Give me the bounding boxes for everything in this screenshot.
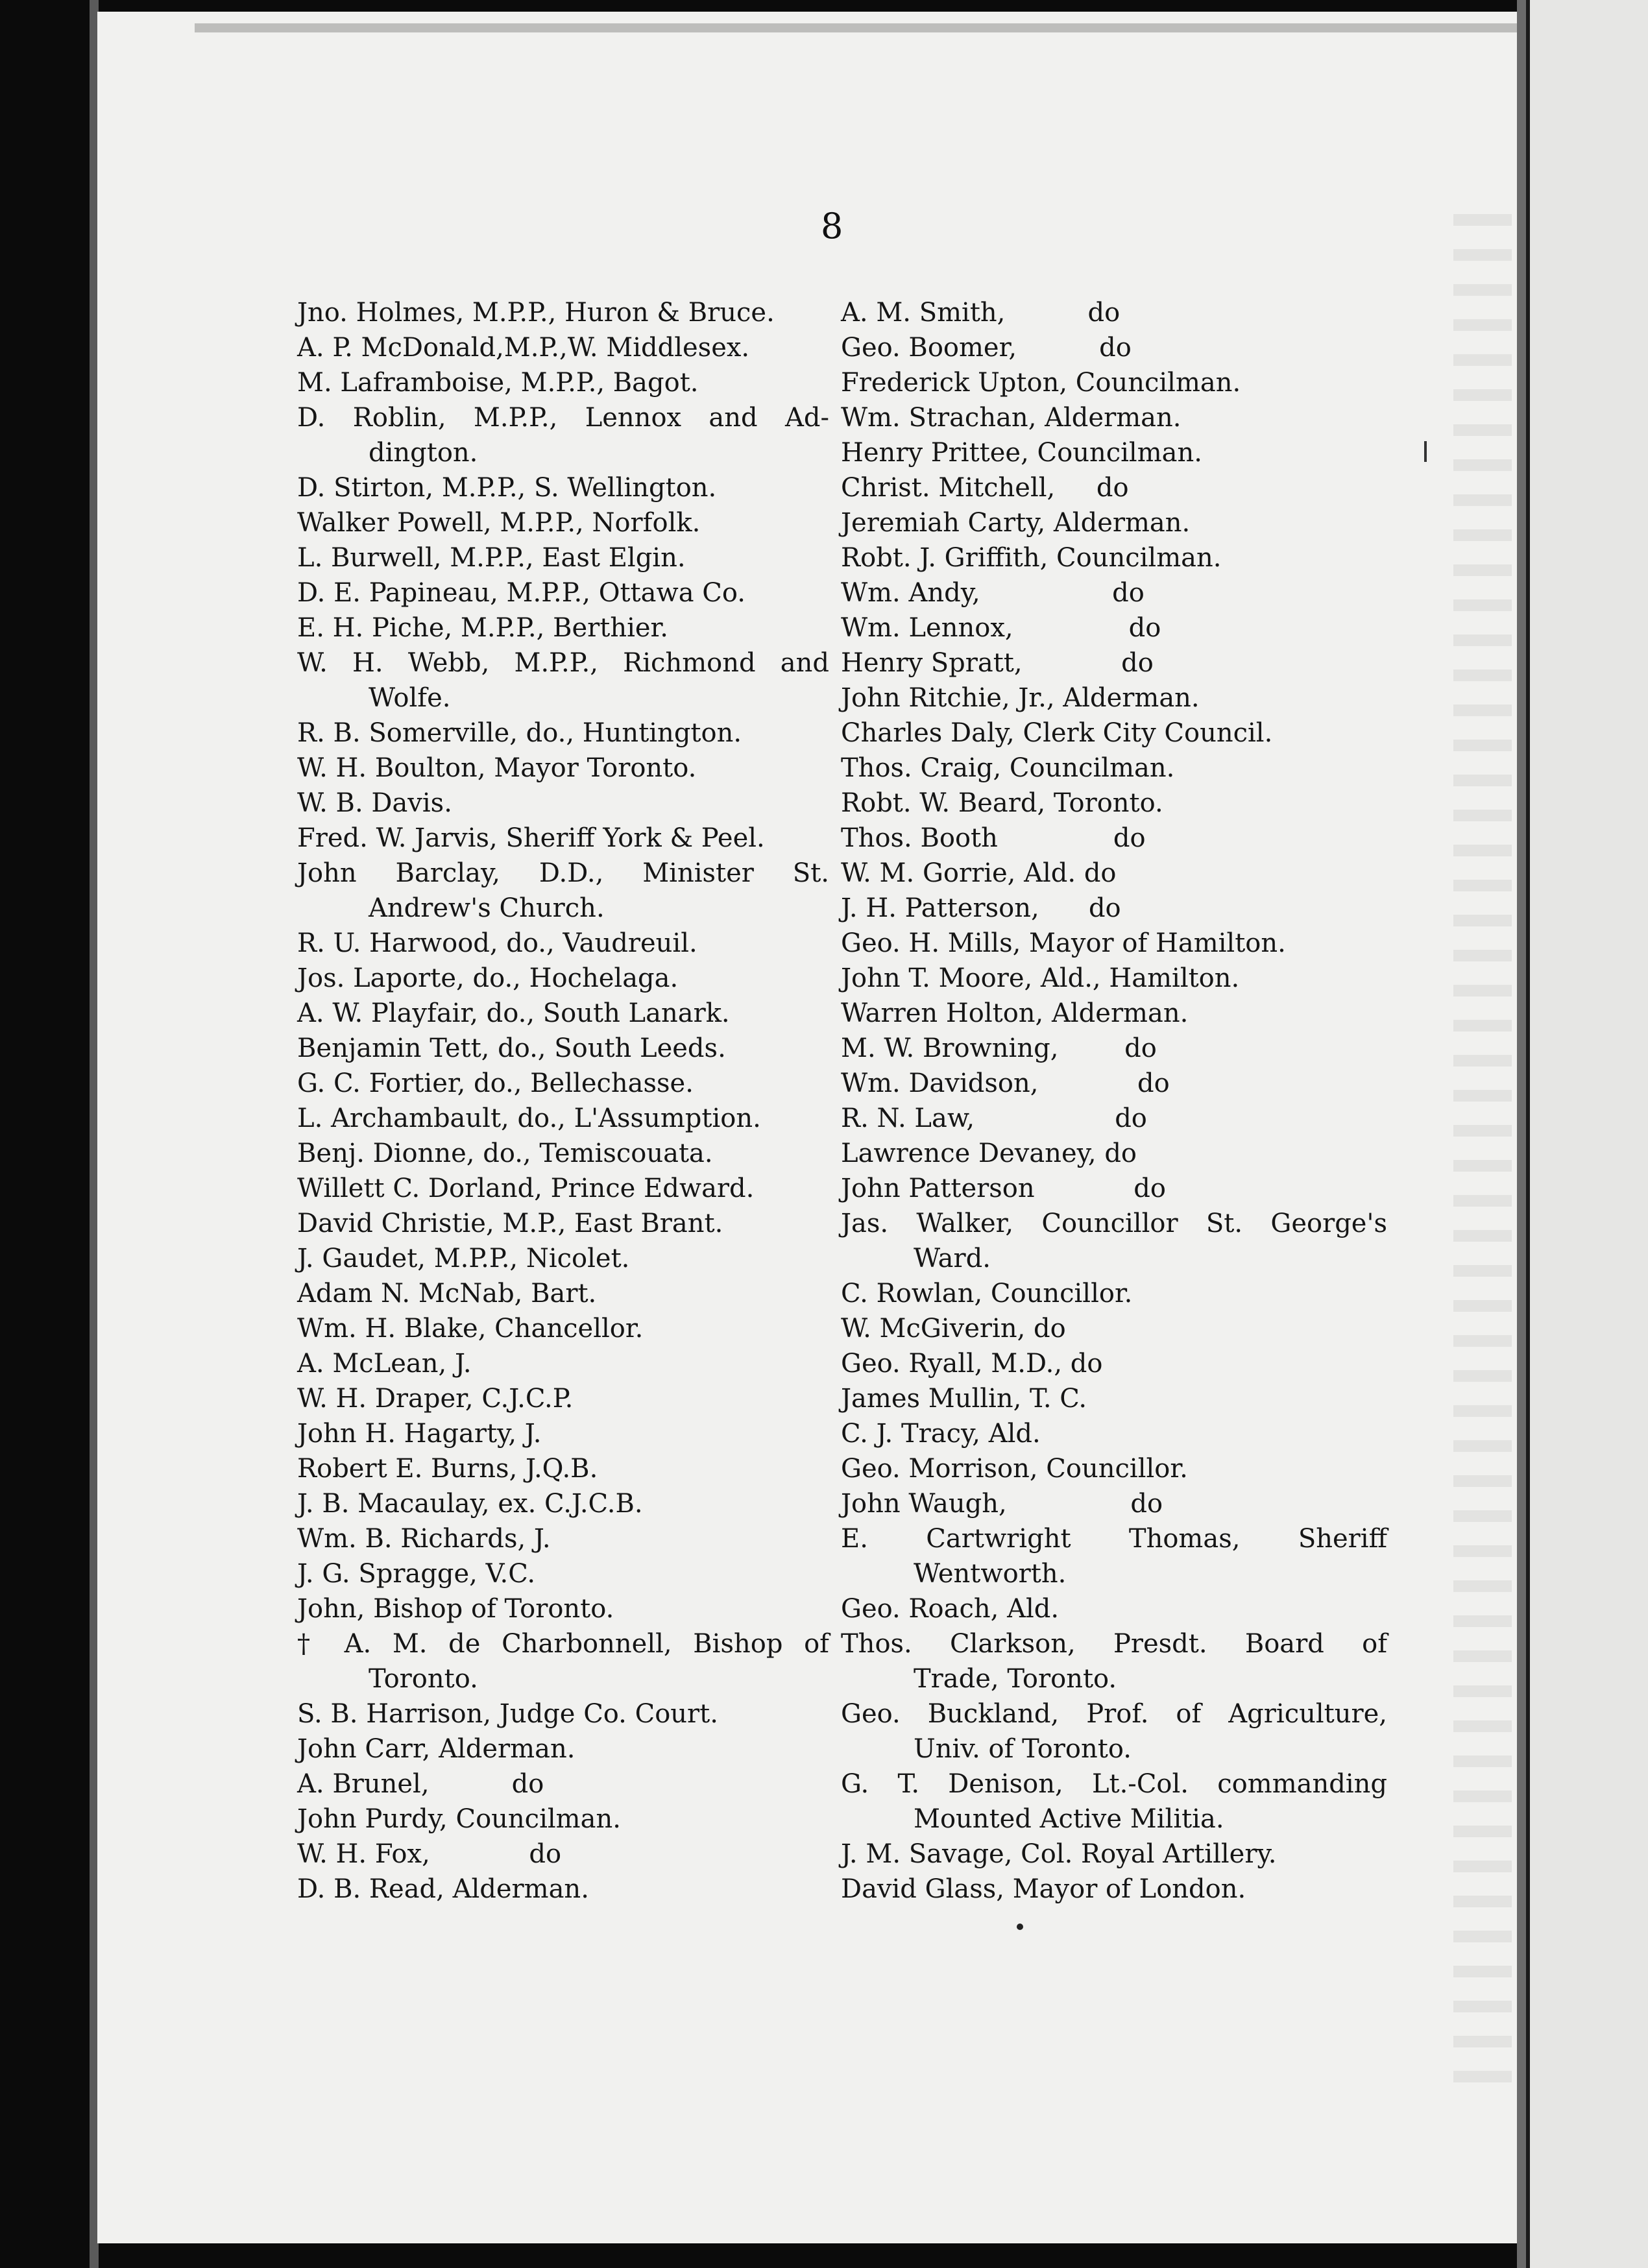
list-line bbox=[297, 751, 1387, 786]
list-entry-left: Benjamin Tett, do., South Leeds. bbox=[297, 1033, 726, 1063]
list-line bbox=[297, 610, 1387, 645]
list-entry-right: Wentworth. bbox=[914, 1559, 1067, 1589]
list-line bbox=[297, 1066, 1387, 1101]
list-line bbox=[297, 926, 1387, 961]
list-entry-right: W. McGiverin, do bbox=[841, 1314, 1066, 1344]
list-entry-right: Henry Spratt, do bbox=[841, 648, 1154, 678]
list-line bbox=[297, 1521, 1387, 1556]
list-line bbox=[297, 505, 1387, 540]
list-entry-right: Lawrence Devaney, do bbox=[841, 1139, 1137, 1168]
list-entry-right: W. M. Gorrie, Ald. do bbox=[841, 858, 1117, 888]
list-entry-right: Henry Prittee, Councilman. bbox=[841, 438, 1202, 468]
list-entry-right: A. M. Smith, do bbox=[841, 298, 1121, 328]
list-entry-right: Thos. Craig, Councilman. bbox=[841, 753, 1175, 783]
list-entry-right: Mounted Active Militia. bbox=[914, 1804, 1224, 1834]
list-entry-left: Wolfe. bbox=[369, 683, 451, 713]
margin-mark bbox=[1424, 441, 1427, 462]
list-entry-right: John Waugh, do bbox=[841, 1489, 1163, 1519]
list-entry-right: Christ. Mitchell, do bbox=[841, 473, 1129, 503]
list-entry-left: dington. bbox=[369, 438, 478, 468]
list-entry-right: G. T. Denison, Lt.-Col. commanding bbox=[841, 1769, 1387, 1799]
list-line bbox=[297, 1101, 1387, 1136]
show-through-text bbox=[1453, 214, 1512, 2095]
list-line bbox=[297, 1381, 1387, 1416]
list-entry-left: J. Gaudet, M.P.P., Nicolet. bbox=[297, 1244, 630, 1273]
list-entry-left: D. Stirton, M.P.P., S. Wellington. bbox=[297, 473, 717, 503]
list-entry-right: Warren Holton, Alderman. bbox=[841, 998, 1189, 1028]
list-line bbox=[297, 1486, 1387, 1521]
list-entry-left: John Purdy, Councilman. bbox=[297, 1804, 621, 1834]
list-entry-right: Geo. H. Mills, Mayor of Hamilton. bbox=[841, 928, 1286, 958]
list-entry-left: Toronto. bbox=[369, 1664, 478, 1694]
list-entry-right: Ward. bbox=[914, 1244, 991, 1273]
list-entry-left: R. B. Somerville, do., Huntington. bbox=[297, 718, 742, 748]
list-entry-right: Geo. Morrison, Councillor. bbox=[841, 1454, 1188, 1484]
list-line bbox=[297, 856, 1387, 891]
list-entry-left: W. H. Webb, M.P.P., Richmond and bbox=[297, 648, 829, 678]
list-line bbox=[297, 1556, 1387, 1591]
list-line bbox=[297, 961, 1387, 996]
list-entry-left: Wm. H. Blake, Chancellor. bbox=[297, 1314, 644, 1344]
list-entry-left: W. H. Boulton, Mayor Toronto. bbox=[297, 753, 697, 783]
list-entry-right: Thos. Clarkson, Presdt. Board of bbox=[841, 1629, 1387, 1659]
list-entry-left: David Christie, M.P., East Brant. bbox=[297, 1209, 723, 1238]
list-entry-left: A. Brunel, do bbox=[297, 1769, 544, 1799]
list-entry-left: John, Bishop of Toronto. bbox=[297, 1594, 614, 1624]
list-entry-left: Jos. Laporte, do., Hochelaga. bbox=[297, 963, 679, 993]
list-line bbox=[297, 1031, 1387, 1066]
list-line bbox=[297, 1206, 1387, 1241]
list-entry-right: Jas. Walker, Councillor St. George's bbox=[841, 1209, 1387, 1238]
list-line bbox=[297, 435, 1387, 470]
list-entry-right: Trade, Toronto. bbox=[914, 1664, 1117, 1694]
list-entry-right: Geo. Ryall, M.D., do bbox=[841, 1349, 1103, 1379]
list-line bbox=[297, 400, 1387, 435]
list-entry-left: Adam N. McNab, Bart. bbox=[297, 1279, 597, 1309]
list-entry-left: L. Archambault, do., L'Assumption. bbox=[297, 1104, 761, 1133]
list-line bbox=[297, 1661, 1387, 1696]
list-entry-left: R. U. Harwood, do., Vaudreuil. bbox=[297, 928, 697, 958]
list-line bbox=[297, 470, 1387, 505]
list-entry-left: A. P. McDonald,M.P.,W. Middlesex. bbox=[297, 333, 750, 363]
list-entry-right: C. J. Tracy, Ald. bbox=[841, 1419, 1041, 1449]
list-entry-left: D. B. Read, Alderman. bbox=[297, 1874, 589, 1904]
adjacent-page-strip bbox=[1526, 0, 1648, 2268]
list-line bbox=[297, 681, 1387, 716]
list-entry-right: C. Rowlan, Councillor. bbox=[841, 1279, 1133, 1309]
list-entry-left: Jno. Holmes, M.P.P., Huron & Bruce. bbox=[297, 298, 775, 328]
list-line bbox=[297, 540, 1387, 575]
list-entry-right: J. H. Patterson, do bbox=[841, 893, 1121, 923]
list-line bbox=[297, 1872, 1387, 1907]
list-entry-right: Robt. W. Beard, Toronto. bbox=[841, 788, 1163, 818]
list-line bbox=[297, 1416, 1387, 1451]
list-entry-left: Robert E. Burns, J.Q.B. bbox=[297, 1454, 598, 1484]
list-line bbox=[297, 1276, 1387, 1311]
list-entry-left: S. B. Harrison, Judge Co. Court. bbox=[297, 1699, 718, 1729]
list-entry-right: John T. Moore, Ald., Hamilton. bbox=[841, 963, 1240, 993]
list-line bbox=[297, 716, 1387, 751]
list-entry-right: Robt. J. Griffith, Councilman. bbox=[841, 543, 1222, 573]
list-entry-right: Frederick Upton, Councilman. bbox=[841, 368, 1241, 398]
list-line bbox=[297, 1241, 1387, 1276]
list-entry-left: John Carr, Alderman. bbox=[297, 1734, 576, 1764]
list-entry-right: Geo. Roach, Ald. bbox=[841, 1594, 1060, 1624]
list-line bbox=[297, 1171, 1387, 1206]
list-entry-left: Fred. W. Jarvis, Sheriff York & Peel. bbox=[297, 823, 765, 853]
list-line bbox=[297, 891, 1387, 926]
list-line bbox=[297, 821, 1387, 856]
list-line bbox=[297, 1591, 1387, 1626]
list-line bbox=[297, 1731, 1387, 1767]
list-entry-right: R. N. Law, do bbox=[841, 1104, 1147, 1133]
list-line bbox=[297, 1837, 1387, 1872]
list-entry-left: A. W. Playfair, do., South Lanark. bbox=[297, 998, 730, 1028]
list-line bbox=[297, 365, 1387, 400]
list-line bbox=[297, 1626, 1387, 1661]
list-entry-right: Jeremiah Carty, Alderman. bbox=[841, 508, 1191, 538]
list-entry-left: M. Laframboise, M.P.P., Bagot. bbox=[297, 368, 699, 398]
list-line bbox=[297, 1136, 1387, 1171]
list-entry-left: † A. M. de Charbonnell, Bishop of bbox=[297, 1629, 829, 1659]
list-entry-right: Wm. Lennox, do bbox=[841, 613, 1161, 643]
list-entry-right: John Ritchie, Jr., Alderman. bbox=[841, 683, 1200, 713]
list-line bbox=[297, 575, 1387, 610]
list-line bbox=[297, 1346, 1387, 1381]
page-edge-right bbox=[1517, 0, 1526, 2268]
list-entry-left: John Barclay, D.D., Minister St. bbox=[297, 858, 829, 888]
list-entry-right: E. Cartwright Thomas, Sheriff bbox=[841, 1524, 1387, 1554]
list-entry-right: Wm. Andy, do bbox=[841, 578, 1145, 608]
list-line bbox=[297, 1451, 1387, 1486]
list-entry-right: Wm. Davidson, do bbox=[841, 1068, 1170, 1098]
list-entry-right: David Glass, Mayor of London. bbox=[841, 1874, 1246, 1904]
list-line bbox=[297, 786, 1387, 821]
list-entry-left: A. McLean, J. bbox=[297, 1349, 472, 1379]
list-entry-right: Univ. of Toronto. bbox=[914, 1734, 1132, 1764]
list-line bbox=[297, 295, 1387, 330]
ink-dot bbox=[1017, 1924, 1023, 1930]
list-entry-right: Geo. Boomer, do bbox=[841, 333, 1132, 363]
list-entry-left: D. Roblin, M.P.P., Lennox and Ad- bbox=[297, 403, 829, 433]
page-top-edge bbox=[195, 23, 1622, 32]
list-entry-left: G. C. Fortier, do., Bellechasse. bbox=[297, 1068, 694, 1098]
list-entry-right: Wm. Strachan, Alderman. bbox=[841, 403, 1181, 433]
list-line bbox=[297, 1311, 1387, 1346]
list-entry-left: Andrew's Church. bbox=[369, 893, 605, 923]
list-entry-right: J. M. Savage, Col. Royal Artillery. bbox=[841, 1839, 1277, 1869]
list-entry-left: J. G. Spragge, V.C. bbox=[297, 1559, 536, 1589]
list-entry-left: E. H. Piche, M.P.P., Berthier. bbox=[297, 613, 668, 643]
list-entry-right: Thos. Booth do bbox=[841, 823, 1146, 853]
list-entry-left: J. B. Macaulay, ex. C.J.C.B. bbox=[297, 1489, 643, 1519]
list-entry-right: M. W. Browning, do bbox=[841, 1033, 1157, 1063]
list-entry-left: W. H. Fox, do bbox=[297, 1839, 562, 1869]
list-entry-right: Charles Daly, Clerk City Council. bbox=[841, 718, 1273, 748]
list-line bbox=[297, 1696, 1387, 1731]
list-entry-left: Walker Powell, M.P.P., Norfolk. bbox=[297, 508, 701, 538]
list-line bbox=[297, 1802, 1387, 1837]
list-entry-left: John H. Hagarty, J. bbox=[297, 1419, 542, 1449]
list-line bbox=[297, 645, 1387, 681]
list-entry-left: Wm. B. Richards, J. bbox=[297, 1524, 551, 1554]
list-entry-right: Geo. Buckland, Prof. of Agriculture, bbox=[841, 1699, 1387, 1729]
list-entry-right: James Mullin, T. C. bbox=[841, 1384, 1087, 1414]
list-entry-left: Willett C. Dorland, Prince Edward. bbox=[297, 1174, 755, 1203]
list-line bbox=[297, 330, 1387, 365]
name-list bbox=[297, 295, 1387, 1904]
list-entry-right: John Patterson do bbox=[841, 1174, 1166, 1203]
list-entry-left: Benj. Dionne, do., Temiscouata. bbox=[297, 1139, 713, 1168]
list-entry-left: L. Burwell, M.P.P., East Elgin. bbox=[297, 543, 686, 573]
list-entry-left: W. B. Davis. bbox=[297, 788, 452, 818]
list-entry-left: W. H. Draper, C.J.C.P. bbox=[297, 1384, 574, 1414]
page-number: 8 bbox=[821, 206, 843, 247]
list-entry-left: D. E. Papineau, M.P.P., Ottawa Co. bbox=[297, 578, 745, 608]
list-line bbox=[297, 996, 1387, 1031]
list-line bbox=[297, 1767, 1387, 1802]
